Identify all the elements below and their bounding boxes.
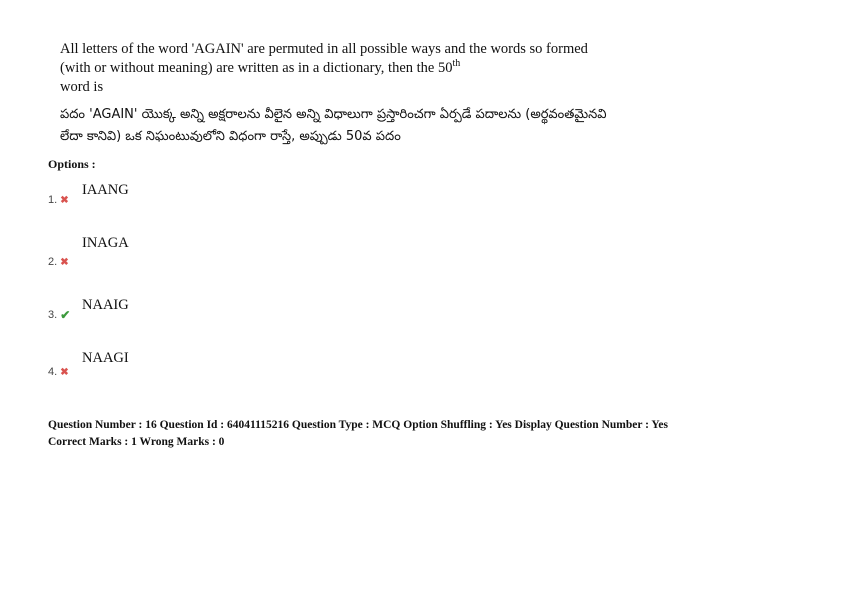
option-number-label: 4. xyxy=(48,366,58,378)
option-4-text: NAAGI xyxy=(82,350,129,366)
question-text-telugu: పదం 'AGAIN' యొక్క అన్ని అక్షరాలను వీలైన అన్ని విధాలుగా ప్రస్తారించగా ఏర్పడే పదాలను (అర్థవంతమైనవి లేదా కానివి) ఒక నిఘంటువులోని విధంగా రాస్తే, అప్పుడు 50వ పదం xyxy=(60,107,607,144)
option-1-number xyxy=(48,194,69,206)
question-english-superscript: th xyxy=(452,58,461,70)
cross-icon: ✖ xyxy=(60,194,69,206)
option-number-label: 3. xyxy=(48,309,58,321)
check-icon: ✔ xyxy=(60,308,71,322)
option-2-number xyxy=(48,256,69,268)
cross-icon: ✖ xyxy=(60,256,69,268)
option-4-number xyxy=(48,366,69,378)
question-meta-line: Question Number : 16 Question Id : 64041115216 Question Type : MCQ Option Shuffling : Yes Display Question Number : Yes xyxy=(48,419,669,431)
question-english-tail: word is xyxy=(60,79,104,95)
option-3-text: NAAIG xyxy=(82,297,129,313)
option-2-text: INAGA xyxy=(82,235,129,251)
question-text-english xyxy=(60,40,600,97)
options-label: Options : xyxy=(48,157,96,171)
marks-meta-line: Correct Marks : 1 Wrong Marks : 0 xyxy=(48,436,225,448)
option-number-label: 2. xyxy=(48,256,58,268)
question-english-main: All letters of the word 'AGAIN' are permuted in all possible ways and the words so formed (with or without meaning) are written as in a dictionary, then the 50 xyxy=(60,41,588,76)
option-3-number xyxy=(48,308,70,322)
option-number-label: 1. xyxy=(48,194,58,206)
option-1-text: IAANG xyxy=(82,182,129,198)
cross-icon: ✖ xyxy=(60,366,69,378)
